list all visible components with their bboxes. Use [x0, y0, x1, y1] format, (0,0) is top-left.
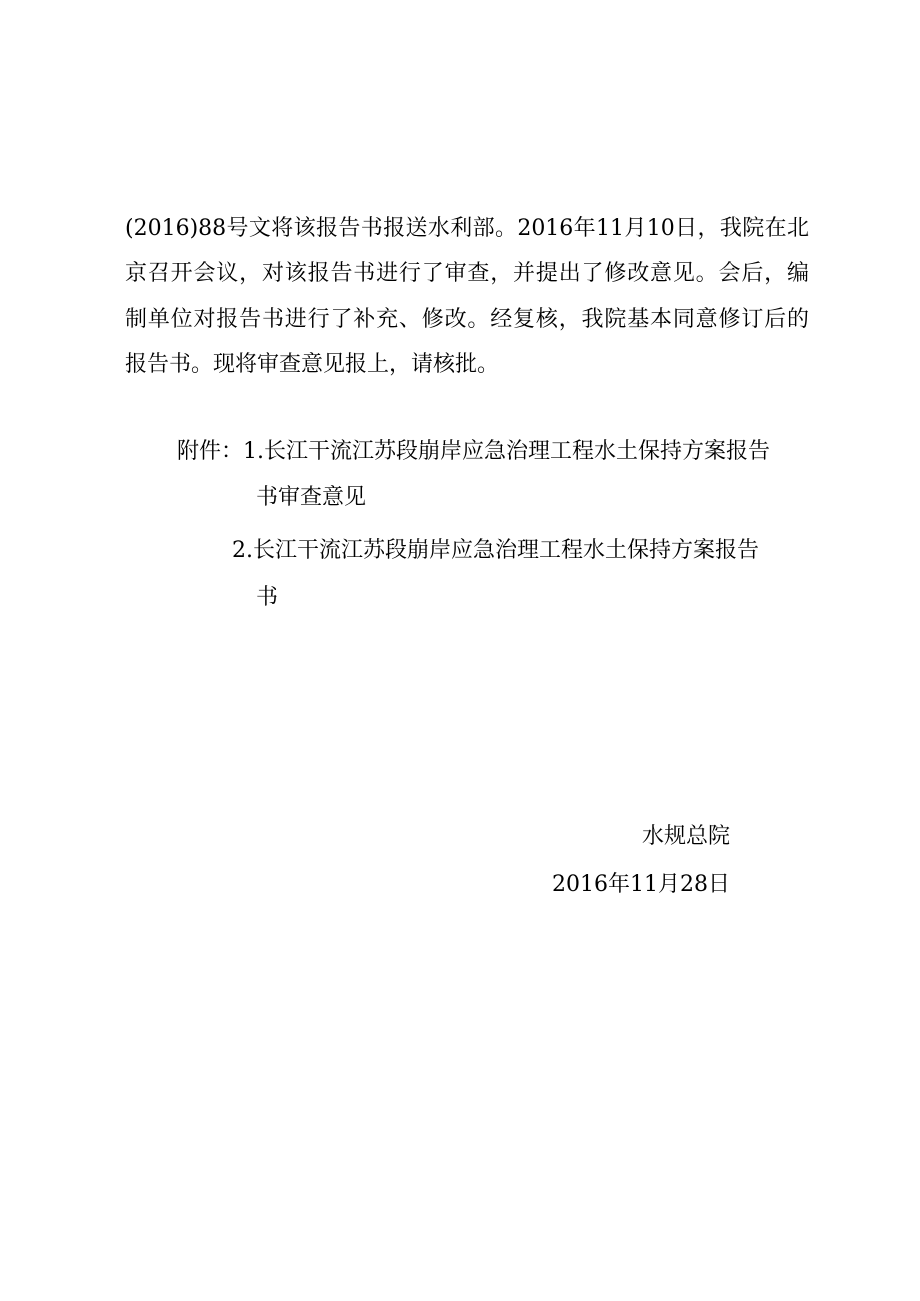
- body-line: (2016)88号文将该报告书报送水利部。2016年11月10日，我院在北: [125, 216, 809, 241]
- signature-org: 水规总院: [641, 824, 730, 849]
- signature-date: 2016年11月28日: [552, 872, 730, 897]
- body-line: 报告书。现将审查意见报上，请核批。: [125, 352, 500, 377]
- attachment-title-continued: 书审查意见: [256, 485, 367, 510]
- body-line: 制单位对报告书进行了补充、修改。经复核，我院基本同意修订后的: [125, 307, 809, 332]
- attachment-title-continued: 书: [256, 585, 279, 610]
- attachment-item: [232, 536, 759, 566]
- attachments-label: 附件：: [177, 439, 244, 464]
- attachment-number: 1.: [243, 439, 264, 464]
- body-line: 京召开会议，对该报告书进行了审查，并提出了修改意见。会后，编: [125, 261, 809, 286]
- attachment-title: 长江干流江苏段崩岸应急治理工程水土保持方案报告: [253, 538, 760, 563]
- attachment-title: 长江干流江苏段崩岸应急治理工程水土保持方案报告: [264, 439, 771, 464]
- attachment-item: [243, 437, 770, 467]
- attachment-number: 2.: [232, 538, 253, 563]
